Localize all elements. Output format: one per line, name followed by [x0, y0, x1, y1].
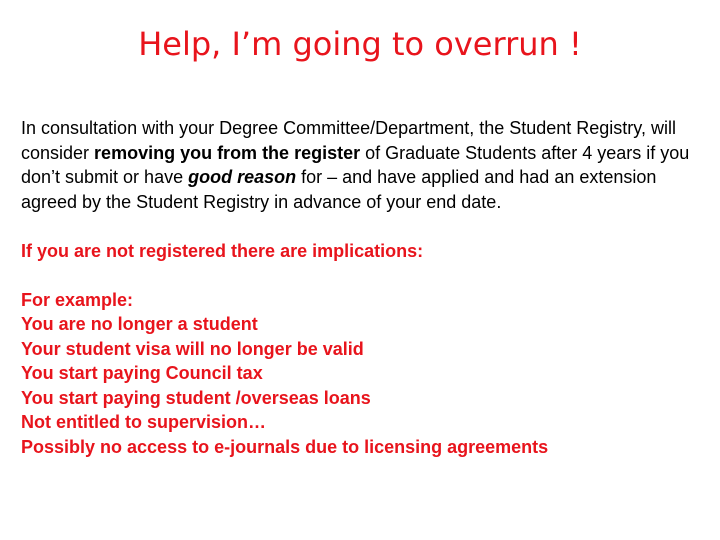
list-item: You start paying student /overseas loans	[21, 387, 371, 408]
list-item: Not entitled to supervision…	[21, 412, 267, 432]
intro-emphasis-phrase: good reason	[188, 167, 297, 187]
list-item: You start paying Council tax	[21, 363, 263, 383]
list-item: Your student visa will no longer be valid	[21, 338, 364, 359]
intro-bold-phrase: removing you from the register	[94, 142, 361, 163]
examples-list	[21, 288, 701, 460]
slide-title: Help, I’m going to overrun !	[138, 25, 582, 63]
list-item: Possibly no access to e-journals due to licensing agreements	[21, 436, 549, 457]
intro-text-part1: In consultation with your Degree Committee/Department, the Student Registry, will consider	[21, 118, 676, 163]
intro-text-part3: for – and have applied and had an extension agreed by the Student Registry in advance of your end date.	[21, 167, 657, 212]
intro-text-part2: of Graduate Students after 4 years if you don’t submit or have	[21, 142, 690, 187]
list-item: You are no longer a student	[21, 314, 258, 334]
intro-paragraph	[21, 116, 701, 214]
implications-heading: If you are not registered there are implications:	[21, 240, 424, 261]
slide-body	[21, 116, 701, 459]
list-item: For example:	[21, 289, 134, 310]
